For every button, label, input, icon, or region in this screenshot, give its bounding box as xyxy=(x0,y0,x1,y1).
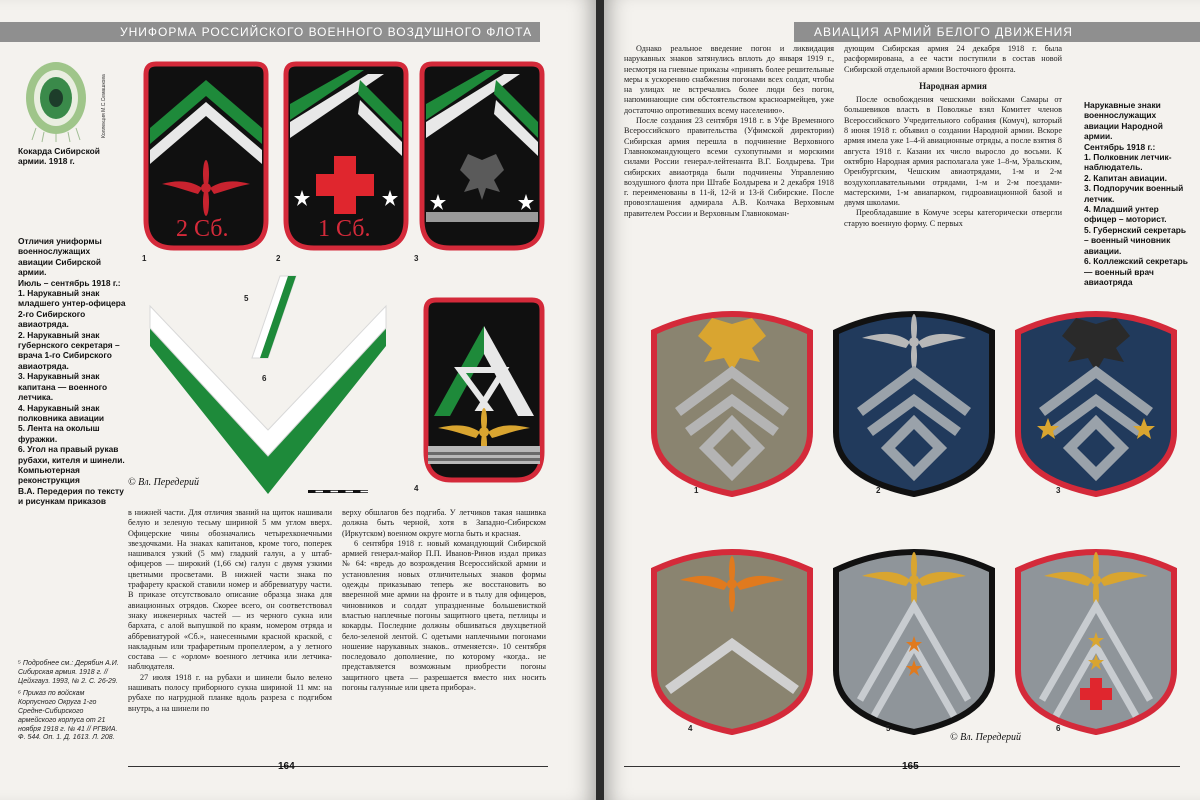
caption-line: Отличия униформы военнослужащих авиации Сибирской армии. xyxy=(18,236,102,278)
right-body-column-2 xyxy=(844,44,1062,290)
shield-badge-4 xyxy=(648,540,816,736)
fig-label-6: 6 xyxy=(262,374,267,383)
caption-line: 4. Младший унтер офицер – моторист. xyxy=(1084,204,1167,225)
left-side-caption xyxy=(18,236,126,507)
right-running-header: АВИАЦИЯ АРМИЙ БЕЛОГО ДВИЖЕНИЯ xyxy=(794,22,1200,42)
caption-line: 2. Нарукавный знак губернского секретаря – врача 1-го Сибирского авиаотряда. xyxy=(18,329,120,371)
right-signature: © Вл. Передерий xyxy=(950,732,1022,743)
fig-label-5: 5 xyxy=(886,724,891,733)
shield-badge-2 xyxy=(830,302,998,498)
left-page xyxy=(0,0,596,800)
fig-label-2: 2 xyxy=(276,254,281,263)
cap-ribbon xyxy=(250,276,300,360)
caption-line: 3. Нарукавный знак капитана — военного летчика. xyxy=(18,371,108,403)
left-footnotes xyxy=(18,660,122,747)
paragraph: После создания 23 сентября 1918 г. в Уфе Временного Всероссийского правительства (Уфимской директории) Сибирская армия перешла в подчинение Верховного Главнокомандующего всеми сухопутными и морскими силами России генерал-лейтенанта В.Г. Болдырева. Три сибирских авиаотряда были подчинены Управлению воздушного флота при Штабе Болдырева и 2 декабря 1918 г. переименованы в 11-й, 12-й и 13-й Сибирские. После провозглашения адмирала А.В. Колчака Верховным правителем России и Верховным Главнокоман- xyxy=(624,116,834,218)
badge-1-text: 2 Сб. xyxy=(176,216,229,242)
badge-2-text: 1 Сб. xyxy=(318,216,371,242)
right-body-column-1 xyxy=(624,44,834,290)
paragraph: Преобладавшие в Комуче эсеры категорически отвергли старую военную форму. С первых xyxy=(844,208,1062,228)
shield-badge-5 xyxy=(830,540,998,736)
left-footer-line xyxy=(128,766,548,767)
caption-line: 5. Лента на околыш фуражки. xyxy=(18,423,100,444)
left-signature: © Вл. Передерий xyxy=(128,477,200,488)
caption-line: 5. Губернский секретарь – военный чиновник авиации. xyxy=(1084,224,1187,256)
paragraph: После освобождения чешскими войсками Самары от большевиков власть в Поволжье взял Комитет членов Всероссийского Учредительного собрания (Комуч), который 8 июня 1918 г. объявил о создании Народной армии. Вскоре армия имела уже 1–4-й авиационные отряды, а после взятия 8 августа 1918 г. Казани их число выросло до восьми. К октябрю Народная армия располагала уже 1–8-м, Уральским, Оренбургским, Чешским авиаотрядами, 1-м и 2-м воздухоплавательными отрядами, 1-м и 2-м поездами-мастерскими, 1-м авиапарком, гидроавиационной базой и двумя школами. xyxy=(844,95,1062,208)
caption-line: Сентябрь 1918 г.: xyxy=(1084,141,1156,152)
section-title: Народная армия xyxy=(919,80,987,91)
right-page xyxy=(604,0,1200,800)
caption-line: 2. Капитан авиации. xyxy=(1084,172,1167,183)
paragraph: Однако реальное введение погон и ликвидация нарукавных знаков затянулись вплоть до января 1919 г., несмотря на гневные приказы «принять более решительные меры к ускорению снабжения погонами всех солдат, чтобы на улицах не встречались более люди без погон, напоминающие сим обстоятельством красноармейцев, уже достаточно опротивевших всему населению». xyxy=(624,44,834,115)
fig-label-4: 4 xyxy=(688,724,693,733)
shield-badge-6 xyxy=(1012,540,1180,736)
caption-line: 6. Коллежский секретарь — военный врач авиаотряда xyxy=(1084,256,1188,287)
left-page-number: 164 xyxy=(278,761,295,772)
right-side-caption xyxy=(1084,100,1188,287)
paragraph: дующим Сибирская армия 24 декабря 1918 г. была расформирована, а ее части поступили в состав новой Сибирской отдельной армии Восточного фронта. xyxy=(844,44,1062,74)
fig-label-1: 1 xyxy=(142,254,147,263)
footnote: ⁵ Подробнее см.: Дерябин А.И. Сибирская армия. 1918 г. // Цейхгауз. 1993, № 2. С. 26-29. xyxy=(18,660,119,685)
fig-label-6: 6 xyxy=(1056,724,1061,733)
fig-label-3: 3 xyxy=(414,254,419,263)
sleeve-badge-3 xyxy=(416,60,548,254)
caption-line: 3. Подпоручик военный летчик. xyxy=(1084,183,1184,204)
left-body-column-2 xyxy=(342,508,546,760)
caption-line: Июль – сентябрь 1918 г.: xyxy=(18,277,121,288)
fig-label-1: 1 xyxy=(694,486,699,495)
left-running-header: УНИФОРМА РОССИЙСКОГО ВОЕННОГО ВОЗДУШНОГО ФЛОТА xyxy=(0,22,540,42)
sleeve-badge-4 xyxy=(420,296,548,486)
fig-label-2: 2 xyxy=(876,486,881,495)
cockade-caption: Кокарда Сибирской армии. 1918 г. xyxy=(18,146,100,167)
paragraph: верху обшлагов без подгиба. У летчиков такая нашивка должна быть черной, хотя в Западно-Сибирском (Иркутском) военном округе могла быть и красная. xyxy=(342,508,546,538)
right-page-number: 165 xyxy=(902,761,919,772)
paragraph: 27 июля 1918 г. на рубахи и шинели было велено нашивать полосу приборного сукна шириной 11 мм: на рубахе по нагрудной планке вдоль разреза с подгибом внутрь, а на шинели по xyxy=(128,672,332,713)
shield-badge-1 xyxy=(648,302,816,498)
fig-label-5: 5 xyxy=(244,294,249,303)
book-gutter xyxy=(596,0,604,800)
caption-line: 1. Полковник летчик-наблюдатель. xyxy=(1084,152,1172,173)
fig-label-3: 3 xyxy=(1056,486,1061,495)
caption-line: 6. Угол на правый рукав рубахи, кителя и шинели. xyxy=(18,444,125,465)
paragraph: 6 сентября 1918 г. новый командующий Сибирской армией генерал-майор П.П. Иванов-Ринов издал приказ № 64: «вредь до возрождения Всероссийской армии и установления новых отличительных знаков формы одежды приказываю теперь же восстановить во вверенной мне армии на фронте и в тылу для офицеров, чиновников и солдат упраздненные большевисткой властью наплечные погоны защитного цвета, петлицы и кокарды. Последние должны обшиваться двухцветной бело-зеленой лентой. С одетыми наплечными погонами ношение нарукавных знаков.. отменяется». 10 сентября последовало дополнение, по которому «когда.. не представляется возможным приобрести погоны защитного цвета — разрешается вместо них носить погоны галунные или цвета прибора». xyxy=(342,538,546,693)
cockade-image xyxy=(24,58,94,143)
caption-line: 4. Нарукавный знак полковника авиации xyxy=(18,402,105,423)
left-scale-bar xyxy=(298,490,378,493)
fig-label-4: 4 xyxy=(414,484,419,493)
paragraph: в нижней части. Для отличия званий на щиток нашивали белую и зеленую тесьму шириной 5 мм углом вверх. Офицерские чины обозначались четырехконечными звездочками. На знаках капитанов, кроме того, поперек нашивался узкий (5 мм) гладкий галун, а у штаб-офицеров — широкий (1,66 см) галун с двумя узкими цветными просветами. В нижней части знака по трафарету краской ставили номер и аббревиатуру части. В приказе отсутствовало описание образца знака для авиационных отрядов. Скорее всего, он соответствовал знаку инженерных частей — из черного сукна или бархата, с алой выпушкой по краям, номером отряда и аббревиатурой «Сб.», нанесенными красной краской, с накладным или трафаретным пропеллером, а у летного состава — с «орлом» военного летчика или летчика-наблюдателя. xyxy=(128,508,332,672)
cockade-collection-credit: Коллекция М.С.Семашкова xyxy=(101,74,107,138)
footnote: ⁶ Приказ по войскам Корпусного Округа 1-го Средне-Сибирского армейского корпуса от 21 ноября 1918 г. № 41 // РГВИА. Ф. 544. Оп. 1. Д. 1613. Л. 208. xyxy=(18,690,118,742)
left-body-column-1 xyxy=(128,508,332,760)
caption-line: Нарукавные знаки военнослужащих авиации Народной армии. xyxy=(1084,100,1163,142)
caption-line: Компьютерная реконструкция xyxy=(18,464,80,486)
shield-badge-3 xyxy=(1012,302,1180,498)
caption-line: 1. Нарукавный знак младшего унтер-офицера 2-го Сибирского авиаотряда. xyxy=(18,288,126,330)
caption-line: В.А. Передерия по тексту и рисункам приказов xyxy=(18,485,124,507)
